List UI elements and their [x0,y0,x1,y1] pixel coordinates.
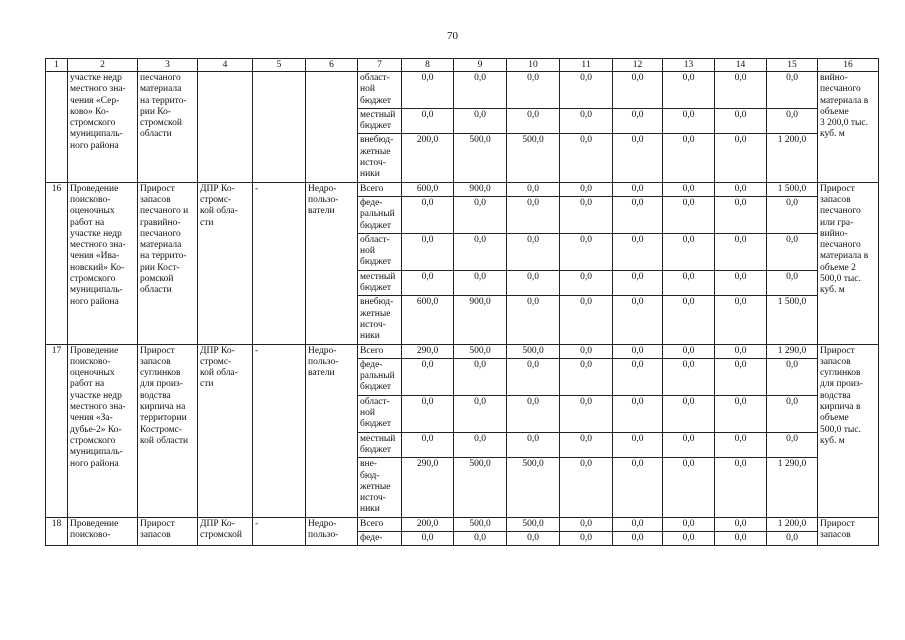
amount-cell: 0,0 [715,358,767,395]
amount-cell: 0,0 [663,182,715,196]
amount-cell: 0,0 [715,72,767,109]
subsoil-users: Недро- пользо- ватели [306,182,358,344]
header-cell: 12 [613,59,663,72]
subsoil-users: Недро- пользо- ватели [306,344,358,517]
amount-cell: 0,0 [402,270,454,296]
amount-cell: 0,0 [767,233,818,270]
amount-cell: 0,0 [663,233,715,270]
funding-source: област- ной бюджет [358,233,402,270]
amount-cell: 0,0 [507,108,560,134]
funding-source: Всего [358,182,402,196]
amount-cell: 0,0 [560,108,613,134]
header-row [46,59,879,72]
executor: ДПР Ко- стромс- кой обла- сти [198,182,253,344]
amount-cell: 0,0 [613,296,663,344]
header-cell: 6 [306,59,358,72]
amount-cell: 0,0 [402,233,454,270]
funding-source: внебюд- жетные источ- ники [358,134,402,182]
amount-cell: 1 200,0 [767,517,818,531]
column-5: - [253,182,306,344]
amount-cell: 0,0 [402,531,454,545]
amount-cell: 0,0 [663,395,715,432]
header-cell: 11 [560,59,613,72]
amount-cell: 0,0 [715,458,767,517]
result-indicator: Прирост запасов [818,517,879,546]
header-cell: 10 [507,59,560,72]
activity-name: участке недр местного зна- чения «Сер- ково» Ко- стромского муниципаль- ного района [68,72,138,183]
amount-cell: 0,0 [613,108,663,134]
result-indicator: Прирост запасов песчаного или гра- вийно- песчаного материала в объеме 2 500,0 тыс. куб. м [818,182,879,344]
amount-cell: 500,0 [454,134,507,182]
funding-source: Всего [358,517,402,531]
table-row [46,517,879,531]
program-table [45,58,879,546]
amount-cell: 0,0 [663,196,715,233]
funding-source: внебюд- жетные источ- ники [358,296,402,344]
amount-cell: 0,0 [613,134,663,182]
amount-cell: 290,0 [402,458,454,517]
row-number: 17 [46,344,68,517]
activity-name: Проведение поисково- оценочных работ на участке недр местного зна- чения «Ива- новский» Ко- стромского муниципаль- ного района [68,182,138,344]
header-cell: 4 [198,59,253,72]
expected-result: Прирост запасов песчаного и гравийно- песчаного материала на террито- рии Кост- ромской области [138,182,198,344]
amount-cell: 0,0 [507,395,560,432]
amount-cell: 0,0 [454,233,507,270]
header-cell: 9 [454,59,507,72]
funding-source: феде- [358,531,402,545]
header-cell: 13 [663,59,715,72]
amount-cell: 0,0 [402,432,454,458]
executor: ДПР Ко- стромс- кой обла- сти [198,344,253,517]
activity-name: Проведение поисково- [68,517,138,546]
amount-cell: 0,0 [613,196,663,233]
amount-cell: 0,0 [767,531,818,545]
amount-cell: 0,0 [715,432,767,458]
amount-cell: 0,0 [613,458,663,517]
amount-cell: 0,0 [454,358,507,395]
amount-cell: 0,0 [767,358,818,395]
amount-cell: 0,0 [767,196,818,233]
header-cell: 16 [818,59,879,72]
subsoil-users [306,72,358,183]
amount-cell: 0,0 [560,531,613,545]
amount-cell: 0,0 [663,432,715,458]
amount-cell: 290,0 [402,344,454,358]
funding-source: област- ной бюджет [358,395,402,432]
amount-cell: 0,0 [402,108,454,134]
amount-cell: 0,0 [402,358,454,395]
funding-source: област- ной бюджет [358,72,402,109]
amount-cell: 0,0 [715,344,767,358]
amount-cell: 1 200,0 [767,134,818,182]
amount-cell: 0,0 [454,72,507,109]
amount-cell: 500,0 [454,344,507,358]
amount-cell: 0,0 [560,182,613,196]
amount-cell: 0,0 [507,358,560,395]
row-number: 16 [46,182,68,344]
funding-source: местный бюджет [358,108,402,134]
funding-source: феде- ральный бюджет [358,358,402,395]
amount-cell: 0,0 [663,531,715,545]
column-5: - [253,344,306,517]
amount-cell: 0,0 [715,196,767,233]
amount-cell: 0,0 [402,72,454,109]
funding-source: феде- ральный бюджет [358,196,402,233]
amount-cell: 0,0 [402,196,454,233]
header-cell: 5 [253,59,306,72]
row-number: 18 [46,517,68,546]
subsoil-users: Недро- пользо- [306,517,358,546]
executor [198,72,253,183]
amount-cell: 0,0 [560,196,613,233]
amount-cell: 0,0 [715,270,767,296]
amount-cell: 500,0 [454,517,507,531]
amount-cell: 900,0 [454,296,507,344]
amount-cell: 0,0 [507,270,560,296]
amount-cell: 0,0 [663,344,715,358]
amount-cell: 0,0 [507,196,560,233]
amount-cell: 600,0 [402,296,454,344]
amount-cell: 0,0 [663,458,715,517]
amount-cell: 200,0 [402,517,454,531]
table-row [46,72,879,109]
amount-cell: 0,0 [613,72,663,109]
amount-cell: 0,0 [454,531,507,545]
funding-source: вне- бюд- жетные источ- ники [358,458,402,517]
amount-cell: 0,0 [663,72,715,109]
amount-cell: 0,0 [507,72,560,109]
amount-cell: 0,0 [715,182,767,196]
amount-cell: 0,0 [560,358,613,395]
amount-cell: 0,0 [767,108,818,134]
amount-cell: 900,0 [454,182,507,196]
funding-source: местный бюджет [358,270,402,296]
amount-cell: 0,0 [613,233,663,270]
amount-cell: 0,0 [767,432,818,458]
amount-cell: 0,0 [560,344,613,358]
funding-source: Всего [358,344,402,358]
amount-cell: 0,0 [560,458,613,517]
column-5: - [253,517,306,546]
header-cell: 7 [358,59,402,72]
amount-cell: 0,0 [507,233,560,270]
amount-cell: 0,0 [715,233,767,270]
amount-cell: 0,0 [613,432,663,458]
amount-cell: 0,0 [507,296,560,344]
amount-cell: 0,0 [402,395,454,432]
amount-cell: 200,0 [402,134,454,182]
header-cell: 8 [402,59,454,72]
amount-cell: 0,0 [560,233,613,270]
amount-cell: 0,0 [560,134,613,182]
amount-cell: 0,0 [560,395,613,432]
column-5 [253,72,306,183]
amount-cell: 0,0 [560,72,613,109]
header-cell: 15 [767,59,818,72]
amount-cell: 0,0 [613,270,663,296]
table-row [46,182,879,196]
amount-cell: 500,0 [507,517,560,531]
amount-cell: 0,0 [613,531,663,545]
amount-cell: 0,0 [454,395,507,432]
amount-cell: 0,0 [613,344,663,358]
amount-cell: 500,0 [507,458,560,517]
amount-cell: 0,0 [560,296,613,344]
amount-cell: 0,0 [454,270,507,296]
amount-cell: 0,0 [613,358,663,395]
page-number: 70 [447,30,458,42]
amount-cell: 0,0 [715,517,767,531]
amount-cell: 0,0 [560,517,613,531]
amount-cell: 0,0 [767,72,818,109]
amount-cell: 0,0 [560,432,613,458]
amount-cell: 0,0 [663,270,715,296]
amount-cell: 0,0 [767,270,818,296]
expected-result: песчаного материала на террито- рии Ко- стромской области [138,72,198,183]
amount-cell: 0,0 [715,134,767,182]
amount-cell: 0,0 [454,196,507,233]
expected-result: Прирост запасов суглинков для произ- водства кирпича на территории Костромс- кой области [138,344,198,517]
result-indicator: вийно- песчаного материала в объеме 3 200,0 тыс. куб. м [818,72,879,183]
amount-cell: 0,0 [663,517,715,531]
amount-cell: 0,0 [507,432,560,458]
result-indicator: Прирост запасов суглинков для произ- водства кирпича в объеме 500,0 тыс. куб. м [818,344,879,517]
amount-cell: 0,0 [454,432,507,458]
amount-cell: 1 500,0 [767,182,818,196]
amount-cell: 600,0 [402,182,454,196]
amount-cell: 0,0 [715,395,767,432]
amount-cell: 0,0 [560,270,613,296]
amount-cell: 1 500,0 [767,296,818,344]
table-row [46,344,879,358]
header-cell: 1 [46,59,68,72]
amount-cell: 0,0 [663,108,715,134]
executor: ДПР Ко- стромской [198,517,253,546]
amount-cell: 0,0 [613,517,663,531]
amount-cell: 500,0 [507,134,560,182]
amount-cell: 500,0 [507,344,560,358]
amount-cell: 0,0 [663,358,715,395]
amount-cell: 1 290,0 [767,458,818,517]
header-cell: 3 [138,59,198,72]
activity-name: Проведение поисково- оценочных работ на участке недр местного зна- чения «За- дубье-2» Ко- стромского муниципаль- ного района [68,344,138,517]
amount-cell: 0,0 [613,395,663,432]
amount-cell: 0,0 [507,531,560,545]
amount-cell: 0,0 [613,182,663,196]
amount-cell: 0,0 [767,395,818,432]
funding-source: местный бюджет [358,432,402,458]
amount-cell: 500,0 [454,458,507,517]
amount-cell: 0,0 [507,182,560,196]
amount-cell: 1 290,0 [767,344,818,358]
amount-cell: 0,0 [715,531,767,545]
amount-cell: 0,0 [663,134,715,182]
row-number [46,72,68,183]
header-cell: 14 [715,59,767,72]
amount-cell: 0,0 [715,296,767,344]
header-cell: 2 [68,59,138,72]
expected-result: Прирост запасов [138,517,198,546]
amount-cell: 0,0 [663,296,715,344]
amount-cell: 0,0 [715,108,767,134]
amount-cell: 0,0 [454,108,507,134]
